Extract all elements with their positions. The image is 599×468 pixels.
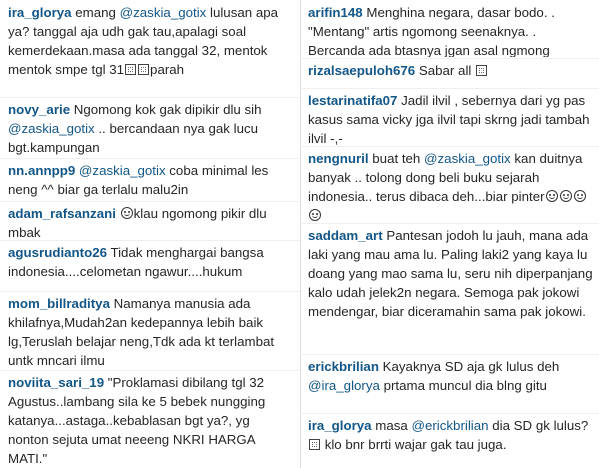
comment-text (116, 206, 120, 221)
comment-username-link[interactable]: noviita_sari_19 (8, 375, 105, 390)
comment-text: lulusan apa ya? tanggal aja udh gak tau,apalagi soal kemerdekaan.masa ada tanggal 32, mentok mentok smpe tgl 31 (8, 5, 279, 77)
comment-separator (300, 223, 599, 224)
comment-username-link[interactable]: adam_rafsanzani (8, 206, 116, 221)
comment-username-link[interactable]: novy_arie (8, 102, 71, 117)
smiling-face-icon (546, 190, 558, 202)
comment-text: parah (150, 62, 185, 77)
comment-text: Namanya manusia ada khilafnya,Mudah2an kedepannya lebih baik lg,Teruslah belajar neng,Tdk ada kt terlambat untk mncari ilmu (8, 296, 275, 368)
comment-username-link[interactable]: saddam_art (308, 228, 383, 243)
comment-item (0, 243, 300, 290)
comment-item (0, 204, 300, 239)
comment-separator (300, 354, 599, 355)
comment-text: Ngomong kok gak dipikir dlu sih (70, 102, 262, 117)
comment-username-link[interactable]: erickbrilian (308, 359, 379, 374)
mention-link[interactable]: @ira_glorya (308, 378, 380, 393)
mention-link[interactable]: @zaskia_gotix (424, 151, 511, 166)
smiling-face-icon (309, 209, 321, 221)
comment-separator (0, 97, 300, 98)
comment-item (0, 100, 300, 157)
comment-text: Tidak menghargai bangsa indonesia....celometan ngawur....hukum (8, 245, 264, 279)
comment-text: kan duitnya banyak .. tolong dong beli buku sejarah indonesia.. terus dibaca deh...biar pinter (308, 151, 583, 204)
comment-separator (0, 240, 300, 241)
comment-separator (300, 88, 599, 89)
comment-separator (300, 58, 599, 59)
smiling-face-icon (121, 207, 133, 219)
comment-text: buat teh (368, 151, 425, 166)
mention-link[interactable]: @zaskia_gotix (8, 121, 95, 136)
comment-text: klo bnr brrti wajar gak tau juga. (321, 437, 507, 452)
comment-username-link[interactable]: nn.annpp9 (8, 163, 76, 178)
comment-text: masa (371, 418, 412, 433)
comment-username-link[interactable]: nengnuril (308, 151, 369, 166)
comment-item (300, 3, 599, 57)
comment-text: Jadil ilvil , sebernya dari yg pas kasus sama vicky jga ilvil tapi skrng jadi tambah ilvil -,- (308, 93, 590, 145)
comment-item (0, 3, 300, 96)
comment-item (0, 161, 300, 200)
comment-username-link[interactable]: agusrudianto26 (8, 245, 108, 260)
comment-username-link[interactable]: lestarinatifa07 (308, 93, 398, 108)
comment-separator (300, 413, 599, 414)
comment-text: .. bercandaan nya gak lucu bgt.kampungan (8, 121, 259, 155)
comment-text: "Proklamasi dibilang tgl 32 Agustus..lambang sila ke 5 bebek nungging katanya...astaga..kebablasan bgt ya?, yg nonton sejuta umat neeeng NKRI HARGA MATI." (8, 375, 266, 466)
comment-item (300, 149, 599, 222)
comment-separator (0, 158, 300, 159)
comment-text: coba minimal les neng ^^ biar ga terlalu malu2in (8, 163, 269, 197)
comment-text: klau ngomong pikir dlu mbak (8, 206, 267, 239)
comment-text: emang (71, 5, 120, 20)
comment-text: dia SD gk lulus? (488, 418, 589, 433)
comment-item (300, 416, 599, 467)
comment-separator (0, 370, 300, 371)
comment-text: Sabar all (415, 63, 476, 78)
missing-glyph-icon (125, 64, 136, 75)
comment-item (0, 294, 300, 369)
comment-username-link[interactable]: arifin148 (308, 5, 363, 20)
comment-username-link[interactable]: mom_billraditya (8, 296, 110, 311)
comment-username-link[interactable]: ira_glorya (8, 5, 72, 20)
smiling-face-icon (560, 190, 572, 202)
comment-item (0, 373, 300, 467)
comment-separator (300, 146, 599, 147)
comment-username-link[interactable]: rizalsaepuloh676 (308, 63, 416, 78)
comment-item (300, 357, 599, 412)
missing-glyph-icon (476, 65, 487, 76)
comment-text: Menghina negara, dasar bodo. . "Mentang" artis ngomong seenaknya. . Bercanda ada btasnya jgan asal ngmong (308, 5, 555, 57)
mention-link[interactable]: @zaskia_gotix (119, 5, 207, 20)
comment-item (300, 226, 599, 353)
missing-glyph-icon (138, 64, 149, 75)
comment-text: Kayaknya SD aja gk lulus deh (378, 359, 560, 374)
comment-item (300, 91, 599, 145)
comment-separator (0, 201, 300, 202)
comment-separator (0, 291, 300, 292)
comment-text: prtama muncul dia blng gitu (379, 378, 547, 393)
mention-link[interactable]: @zaskia_gotix (78, 163, 166, 178)
missing-glyph-icon (309, 439, 320, 450)
comment-item (300, 61, 599, 87)
comment-username-link[interactable]: ira_glorya (308, 418, 372, 433)
comment-text: Pantesan jodoh lu jauh, mana ada laki yang mau ama lu. Paling laki2 yang kaya lu doang yang mao sama lu, seru nih diperpanjang kalo udah jelek2n negara. Semoga pak jokowi mendengar, biar diceramahin sama pak jokowi. (308, 228, 593, 319)
mention-link[interactable]: @erickbrilian (411, 418, 489, 433)
smiling-face-icon (574, 190, 586, 202)
